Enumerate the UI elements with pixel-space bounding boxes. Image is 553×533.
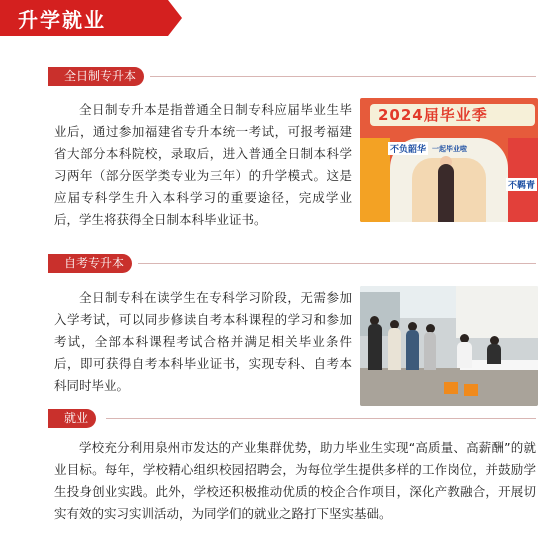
section-header bbox=[0, 0, 168, 36]
section-body-employment: 学校充分利用泉州市发达的产业集群优势，助力毕业生实现“高质量、高薪酬”的就业目标。每年，学校精心组织校园招聘会，为每位学生提供多样的工作岗位，并鼓励学生投身创业实践。此外，学校还积极推动优质的校企合作项目，深化产教融合，开展切实有效的实习实训活动，为同学们的就业之路打下坚实基础。 bbox=[54, 440, 536, 521]
photo-sign-left: 不负韶华 bbox=[388, 142, 428, 155]
section-divider bbox=[150, 76, 536, 77]
graduation-season-photo bbox=[360, 98, 538, 222]
photo-sign-right: 不羁青 bbox=[506, 178, 537, 191]
section-label-employment: 就业 bbox=[56, 409, 96, 428]
section-label-self-study-upgrade: 自考专升本 bbox=[56, 254, 132, 273]
page-title: 升学就业 bbox=[18, 8, 106, 32]
section-body-self-study-upgrade: 全日制专科在读学生在专科学习阶段，无需参加入学考试，可以同步修读自考本科课程的学习和参加考试，全部本科课程考试合格并满足相关毕业条件后，即可获得自考本科毕业证书，实现专科、自考本科同时毕业。 bbox=[54, 290, 352, 393]
section-divider bbox=[138, 263, 536, 264]
section-divider bbox=[106, 418, 536, 419]
section-body-fulltime-upgrade: 全日制专升本是指普通全日制专科应届毕业生毕业后，通过参加福建省专升本统一考试，可报考福建省大部分本科院校，录取后，进入普通全日制本科学习两年（部分医学类专业为三年）的升学模式。这是应届专科学生升入本科学习的重要途径，完成学业后，学生将获得全日制本科毕业证书。 bbox=[54, 102, 352, 227]
photo-banner-text: 2024届毕业季 bbox=[378, 106, 488, 124]
section-label-fulltime-upgrade: 全日制专升本 bbox=[56, 67, 144, 86]
header-arrow-decoration bbox=[168, 0, 182, 36]
photo-sign-center: 一起毕业啦 bbox=[432, 145, 467, 153]
job-fair-photo bbox=[360, 286, 538, 406]
